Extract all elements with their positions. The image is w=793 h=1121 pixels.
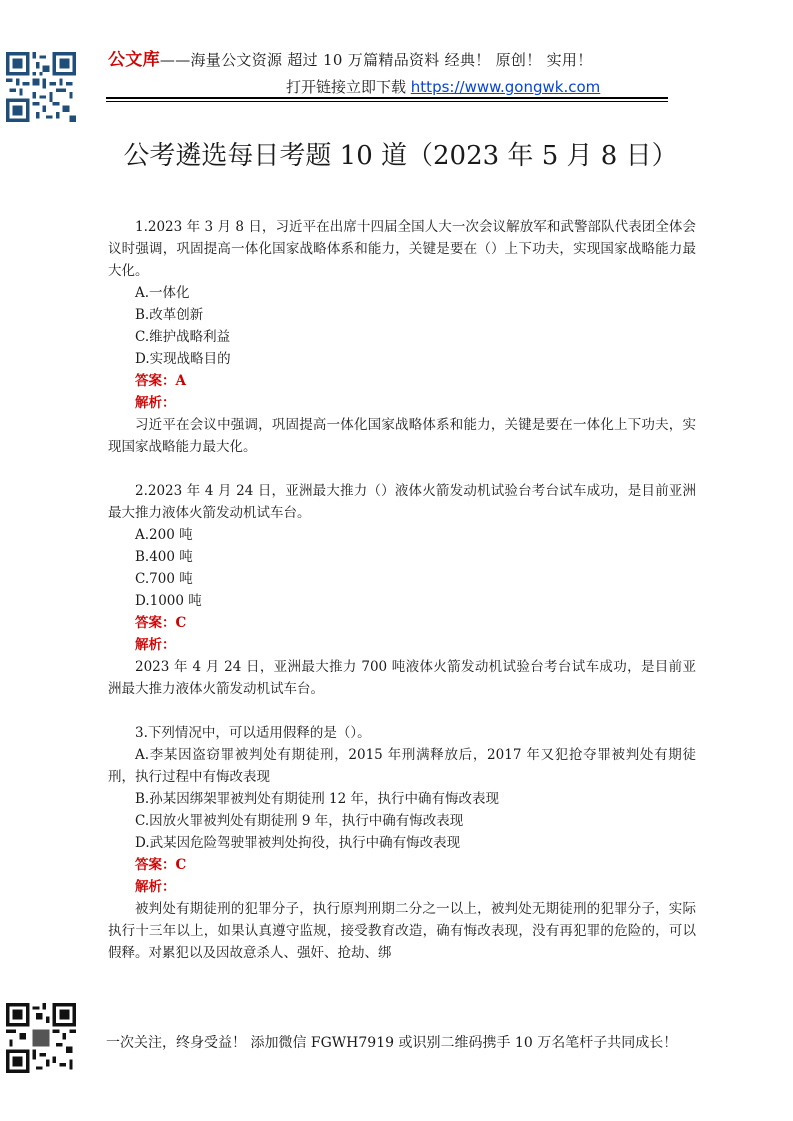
footer-promo-text: 一次关注，终身受益！ 添加微信 FGWH7919 或识别二维码携手 10 万名笔杆子共同成长！: [106, 1035, 678, 1051]
option-c: C.维护战略利益: [135, 329, 231, 345]
option-b: B.改革创新: [135, 307, 204, 323]
download-text: 打开链接立即下载: [286, 78, 407, 96]
option-a: A.一体化: [135, 285, 190, 301]
option-d: D.武某因危险驾驶罪被判处拘役，执行中确有悔改表现: [135, 835, 461, 851]
option-c: C.700 吨: [135, 571, 193, 587]
analysis-text: 被判处有期徒刑的犯罪分子，执行原判刑期二分之一以上，被判处无期徒刑的犯罪分子，实际执行十三年以上，如果认真遵守监规，接受教育改造，确有悔改表现，没有再犯罪的危险的，可以假释。对累犯以及因故意杀人、强奸、抢劫、绑: [108, 901, 696, 961]
option-a: A.李某因盗窃罪被判处有期徒刑，2015 年刑满释放后，2017 年又犯抢夺罪被判处有期徒刑，执行过程中有悔改表现: [108, 747, 696, 785]
analysis-text: 2023 年 4 月 24 日，亚洲最大推力 700 吨液体火箭发动机试验台考台试车成功，是目前亚洲最大推力液体火箭发动机试车台。: [108, 659, 696, 697]
answer-label: 答案：A: [135, 373, 186, 389]
brand-name[interactable]: 公文库: [108, 50, 160, 70]
answer-label: 答案：C: [135, 615, 187, 631]
document-body: [108, 216, 696, 964]
qr-code-icon: [6, 52, 76, 122]
header-tagline-line: [108, 50, 668, 70]
website-link[interactable]: https://www.gongwk.com: [410, 78, 601, 96]
option-b: B.400 吨: [135, 549, 193, 565]
header-tagline: ——海量公文资源 超过 10 万篇精品资料 经典！ 原创！ 实用！: [159, 51, 593, 69]
analysis-label: 解析：: [135, 879, 176, 895]
analysis-label: 解析：: [135, 637, 176, 653]
header-divider: [106, 97, 668, 99]
option-a: A.200 吨: [135, 527, 193, 543]
document-header: [108, 50, 668, 98]
page-title: 公考遴选每日考题 10 道（2023 年 5 月 8 日）: [123, 141, 678, 171]
option-c: C.因放火罪被判处有期徒刑 9 年，执行中确有悔改表现: [135, 813, 464, 829]
answer-label: 答案：C: [135, 857, 187, 873]
header-download-line: [108, 76, 668, 98]
option-b: B.孙某因绑架罪被判处有期徒刑 12 年，执行中确有悔改表现: [135, 791, 499, 807]
analysis-text: 习近平在会议中强调，巩固提高一体化国家战略体系和能力，关键是要在一体化上下功夫，实现国家战略能力最大化。: [108, 417, 696, 455]
option-d: D.实现战略目的: [135, 351, 231, 367]
question-stem: 3.下列情况中，可以适用假释的是（）。: [135, 725, 371, 741]
header-divider-thin: [106, 101, 668, 102]
analysis-label: 解析：: [135, 395, 176, 411]
wechat-qr-code-icon: [6, 1003, 76, 1073]
question-stem: 2.2023 年 4 月 24 日，亚洲最大推力（）液体火箭发动机试验台考台试车成功，是目前亚洲最大推力液体火箭发动机试车台。: [108, 483, 696, 521]
option-d: D.1000 吨: [135, 593, 202, 609]
question-stem: 1.2023 年 3 月 8 日，习近平在出席十四届全国人大一次会议解放军和武警部队代表团全体会议时强调，巩固提高一体化国家战略体系和能力，关键是要在（）上下功夫，实现国家战略能力最大化。: [108, 219, 696, 279]
